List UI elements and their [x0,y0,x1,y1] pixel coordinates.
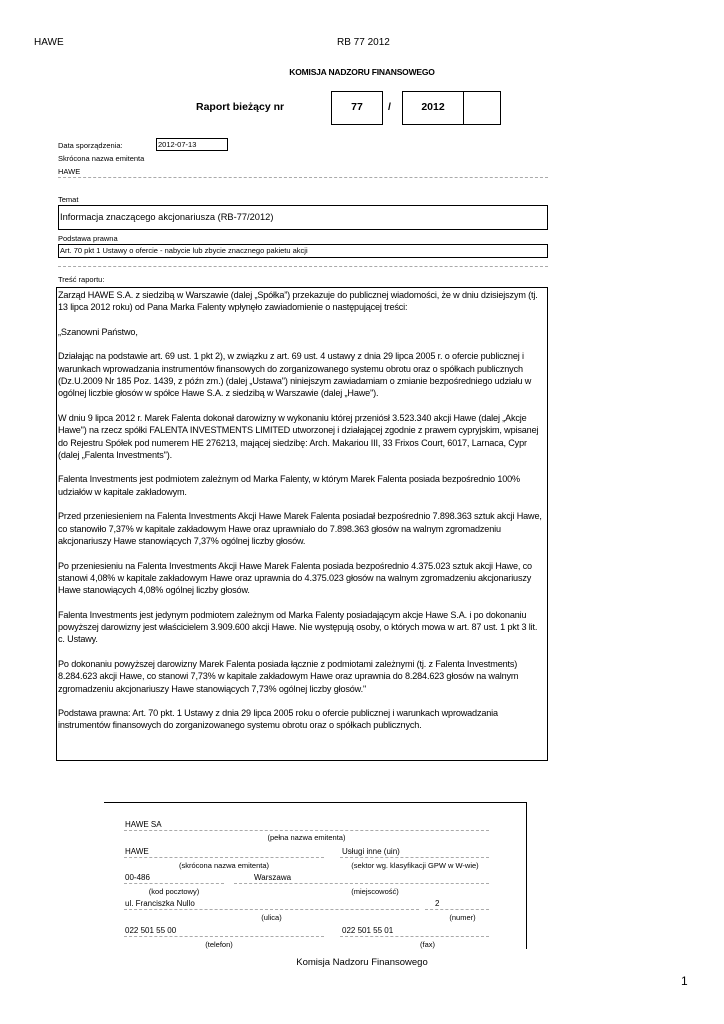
issuer-line [425,909,489,910]
issuer-street-caption: (ulica) [261,913,282,922]
issuer-line [234,883,489,884]
legal-basis-label: Podstawa prawna [58,234,118,243]
page-number: 1 [681,974,688,988]
issuer-number-caption: (numer) [449,913,476,922]
short-name-value: HAWE [58,167,81,176]
issuer-right-rule [526,802,527,949]
paragraph: „Szanowni Państwo, [58,326,138,337]
header-company: HAWE [34,37,64,48]
paragraph: Po przeniesieniu na Falenta Investments Akcji Hawe Marek Falenta posiada bezpośrednio 4.375.023 sztuk akcji Hawe, co stanowi 4,08% w kapitale zakładowym Hawe oraz uprawnia do 4.375.023 głosów na walnym zgromadzeniu akcjonariuszy Hawe stanowiących 4,08% ogólnej liczby głosów. [58,560,532,596]
paragraph: Po dokonaniu powyższej darowizny Marek Falenta posiada łącznie z podmiotami zależnymi (tj. z Falenta Investments) 8.284.623 akcji Hawe, co stanowi 7,73% w kapitale zakładowym Hawe oraz uprawnia do 8.284.623 głosów na walnym zgromadzeniu akcjonariuszy Hawe stanowiących 7,73% ogólnej liczby głosów." [58,658,519,694]
issuer-city-caption: (miejscowość) [351,887,399,896]
issuer-line [124,857,324,858]
report-label: Raport bieżący nr [196,101,285,113]
issuer-full-name: HAWE SA [125,820,162,829]
report-extra-box [463,91,501,125]
footer-authority: Komisja Nadzoru Finansowego [296,957,428,968]
issuer-postal-caption: (kod pocztowy) [148,887,200,896]
legal-basis-box [58,244,548,258]
issuer-fax: 022 501 55 01 [342,926,394,935]
paragraph: Działając na podstawie art. 69 ust. 1 pkt 2), w związku z art. 69 ust. 4 ustawy z dnia 29 lipca 2005 r. o ofercie publicznej i warunkach wprowadzania instrumentów finansowych do zorganizowanego systemu obrotu oraz o spółkach publicznych (Dz.U.2009 Nr 185 Poz. 1439, z późn zm.) (dalej „Ustawa") niniejszym zawiadamiam o zmianie bezpośredniego udziału w ogólnej liczbie głosów w spółce Hawe S.A. z siedzibą w Warszawie (dalej „Hawe"). [58,351,532,399]
date-value: 2012-07-13 [158,140,197,149]
topic-label: Temat [58,195,79,204]
issuer-phone-caption: (telefon) [205,940,233,949]
issuer-phone: 022 501 55 00 [125,926,177,935]
report-year-box [402,91,464,125]
short-name-label: Skrócona nazwa emitenta [58,154,145,163]
issuer-line [124,830,489,831]
date-box [156,138,228,151]
paragraph: W dniu 9 lipca 2012 r. Marek Falenta dokonał darowizny w wykonaniu której przeniósł 3.523.340 akcji Hawe (dalej „Akcje Hawe") na rzecz spółki FALENTA INVESTMENTS LIMITED utworzonej i działającej zgodnie z prawem cypryjskim, wpisanej do Rejestru Spółek pod numerem HE 276213, mającej siedzibę: Arch. Makariou III, 33 Frixos Court, 6017, Larnaca, Cypr (dalej „Falenta Investments"). [58,412,539,460]
report-separator: / [388,101,391,113]
content-label: Treść raportu: [58,275,105,284]
divider [58,266,548,267]
issuer-line [124,909,419,910]
report-number: 77 [351,101,363,113]
report-content [58,289,546,744]
date-label: Data sporządzenia: [58,141,123,150]
issuer-number: 2 [435,899,440,908]
issuer-postal-code: 00-486 [125,873,150,882]
issuer-line [340,857,489,858]
paragraph: Podstawa prawna: Art. 70 pkt. 1 Ustawy z dnia 29 lipca 2005 roku o ofercie publicznej i warunkach wprowadzania instrumentów finansowych do zorganizowanego systemu obrotu oraz o spółkach publicznych. [58,708,498,731]
issuer-short-name-caption: (skrócona nazwa emitenta) [178,861,270,870]
divider [58,177,548,178]
issuer-line [340,936,489,937]
issuer-line [124,883,224,884]
paragraph: Falenta Investments jest jedynym podmiotem zależnym od Marka Falenty posiadającym akcje Hawe S.A. i po dokonaniu powyższej darowizny jest właścicielem 3.909.600 akcji Hawe. Nie występują osoby, o których mowa w art. 87 ust. 1 pkt 3 lit. c. Ustawy. [58,609,538,645]
header-report-ref: RB 77 2012 [337,37,390,48]
paragraph: Falenta Investments jest podmiotem zależnym od Marka Falenty, w którym Marek Falenta posiada bezpośrednio 100% udziałów w kapitale zakładowym. [58,474,520,497]
page-title: KOMISJA NADZORU FINANSOWEGO [289,67,435,77]
issuer-street: ul. Franciszka Nullo [125,899,195,908]
report-year: 2012 [421,101,445,113]
issuer-line [124,936,324,937]
paragraph: Zarząd HAWE S.A. z siedzibą w Warszawie (dalej „Spółka”) przekazuje do publicznej wiadomości, że w dniu dzisiejszym (tj. 13 lipca 2012 roku) od Pana Marka Falenty wpłynęło zawiadomienie o następującej treści: [58,290,538,313]
issuer-top-rule [104,802,526,803]
issuer-city: Warszawa [254,873,292,882]
issuer-sector: Usługi inne (uin) [342,847,400,856]
legal-basis-value: Art. 70 pkt 1 Ustawy o ofercie - nabycie lub zbycie znacznego pakietu akcji [60,246,308,255]
report-number-box [331,91,383,125]
issuer-full-name-caption: (pełna nazwa emitenta) [267,833,346,842]
topic-box [58,205,548,230]
topic-value: Informacja znaczącego akcjonariusza (RB-77/2012) [60,212,274,222]
issuer-short-name: HAWE [125,847,149,856]
issuer-fax-caption: (fax) [420,940,435,949]
paragraph: Przed przeniesieniem na Falenta Investments Akcji Hawe Marek Falenta posiadał bezpośrednio 7.898.363 sztuk akcji Hawe, co stanowiło 7,37% w kapitale zakładowym Hawe oraz uprawniało do 7.898.363 głosów na walnym zgromadzeniu akcjonariuszy Hawe stanowiących 7,37% ogólnej liczby głosów. [58,511,542,546]
issuer-sector-caption: (sektor wg. klasyfikacji GPW w W-wie) [351,861,479,870]
